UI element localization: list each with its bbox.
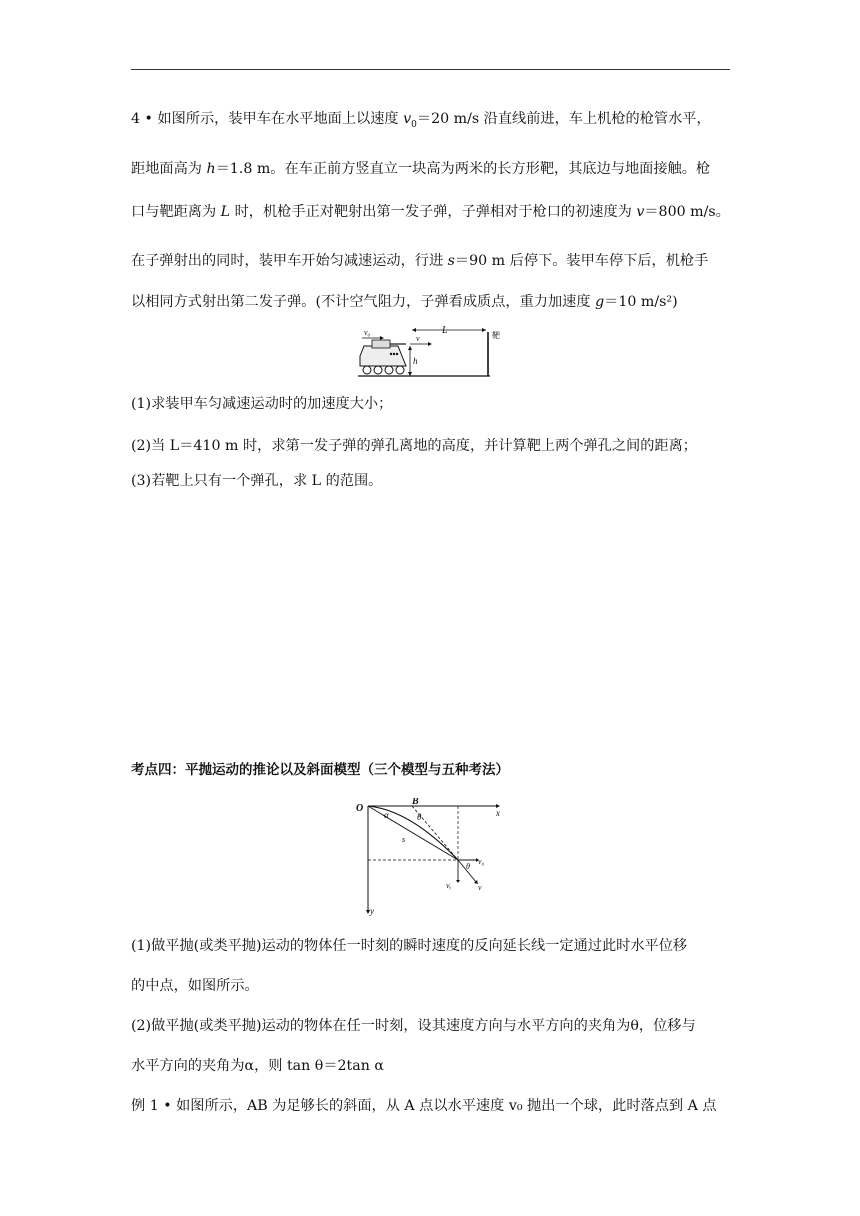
v0-label: v₀ [364, 328, 371, 337]
alpha-label: α [384, 810, 389, 820]
h-label: h [413, 356, 418, 366]
origin-label: O [356, 803, 364, 814]
example-1-line: 例 1 • 如图所示，AB 为足够长的斜面，从 A 点以水平速度 v₀ 抛出一个球，此时落点到 A 点 [131, 1098, 717, 1114]
problem4-line-3: 口与靶距离为 L 时，机枪手正对靶射出第一发子弹，子弹相对于枪口的初速度为 v＝800 m/s。 [131, 204, 730, 220]
tank-turret [372, 340, 390, 348]
section-p2-line-1: (2)做平抛(或类平抛)运动的物体在任一时刻，设其速度方向与水平方向的夹角为θ，位移与 [131, 1018, 696, 1034]
question-3: (3)若靶上只有一个弹孔，求 L 的范围。 [131, 473, 383, 489]
problem4-line-1: 4 • 如图所示，装甲车在水平地面上以速度 $v_0=20$ m/s 沿直线前进，车上机枪的枪管水平， [131, 111, 711, 130]
header-rule [131, 69, 730, 70]
problem4-line-2: 距地面高为 h＝1.8 m。在车正前方竖直立一块高为两米的长方形靶，其底边与地面接触。枪 [131, 161, 711, 177]
projectile-figure [350, 798, 510, 918]
problem4-line-5: 以相同方式射出第二发子弹。(不计空气阻力，子弹看成质点，重力加速度 g＝10 m/s²) [131, 294, 678, 310]
question-2: (2)当 L＝410 m 时，求第一发子弹的弹孔离地的高度，并计算靶上两个弹孔之间的距离； [131, 438, 697, 454]
section-heading: 考点四：平抛运动的推论以及斜面模型（三个模型与五种考法） [131, 762, 509, 778]
theta-label-2: θ [466, 862, 470, 871]
theta-label-1: θ [417, 812, 422, 822]
tank-body [360, 346, 406, 366]
s-label: s [402, 835, 406, 844]
v0-component-label: v₀ [478, 857, 485, 866]
wheel [385, 366, 393, 374]
v-label: v [416, 334, 420, 343]
x-axis-label: x [496, 808, 500, 818]
y-axis-label: y [370, 906, 374, 916]
section-p1-line-2: 的中点，如图所示。 [131, 978, 259, 994]
vy-component-label: vᵧ [446, 881, 452, 890]
displacement-line [368, 806, 458, 860]
question-1: (1)求装甲车匀减速运动时的加速度大小； [131, 396, 393, 412]
target-label: 靶 [492, 331, 500, 340]
wheel [396, 366, 404, 374]
problem4-line-4: 在子弹射出的同时，装甲车开始匀减速运动，行进 s＝90 m 后停下。装甲车停下后，机枪手 [131, 253, 709, 269]
wheel [363, 366, 371, 374]
L-label: L [442, 325, 448, 336]
v-label: v [478, 883, 482, 892]
tank-figure [350, 322, 510, 380]
B-label: B [412, 798, 419, 807]
wheel [374, 366, 382, 374]
section-p1-line-1: (1)做平抛(或类平抛)运动的物体任一时刻的瞬时速度的反向延长线一定通过此时水平位移 [131, 938, 688, 954]
section-p2-line-2: 水平方向的夹角为α，则 tan θ＝2tan α [131, 1058, 384, 1074]
